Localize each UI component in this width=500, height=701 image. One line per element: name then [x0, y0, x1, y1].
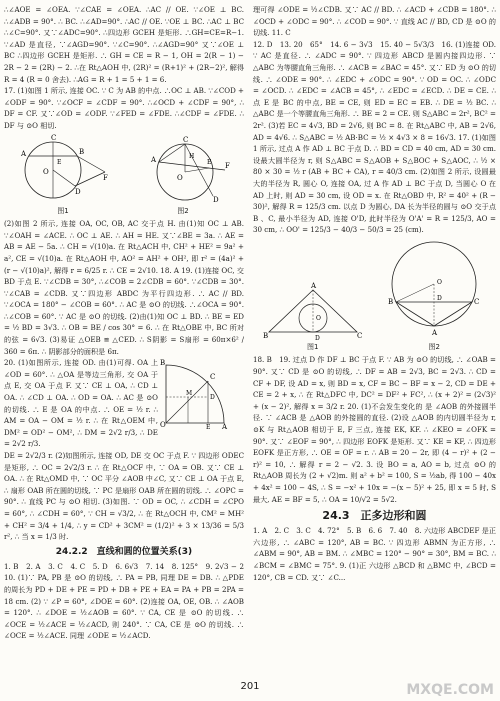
solution-paragraph: (2)如图 2 所示, 连接 OA, OC, OB, AC 交于点 H. 由(1)知 OC ⊥ AB. ∵∠OAH = ∠ACE. ∴ OC ⊥ AE. ∴ AH = HE. 又∵∠BE = 3a. ∴ AE = AB = AE − 5a. ∴ CH = √(10)a. 在 Rt△ACH 中, CH² + HE² = 9a² + a², CE = √(10)a. 在 Rt△AOH 中, AO² = AH² + OH², 即 r² = (4a)² + (r − √(10)a)², 解得 r = 6/25 r. ∴ CE = 2√10. 18. A 19. (1)连接 OC, 交 BD 于点 E. ∵∠CDB = 30°, ∴∠COB = 2∠CDB = 60°. ∵∠CDB = 30°. ∵∠CAB = ∠CDB. 又∵四边形 ABDC 为平行四边形. ∴ AC // BD. ∵∠OCA = 180° − ∠COB = 60°. ∴ AC 是 ⊙O 的切线. ∴∠OCA = 90°. ∴∠COB = 60°. ∵ AC 是 ⊙O 的切线. (2)由(1)知 OC ⊥ BD. ∴ BE = ED = ½ BD = 3√3. ∴ OB = BE / cos 30° = 6. ∴ 在 Rt△OBE 中, BC 所对的弦 = 6√3. (3)易证 △OEB ≌ △CED. ∴ S阴影 = S扇形 = 60π×6² / 360 = 6π. ∴ 阴影部分的面积是 6π.	[4, 219, 244, 356]
svg-text:M: M	[186, 390, 193, 398]
figure-17-2	[133, 134, 233, 217]
figure-caption: 图2	[177, 207, 189, 216]
solution-paragraph: ∴∠AOE = ∠OEA. ∵∠CAE = ∠OEA. ∴AC // OE. ∵∠OE ⊥ BC. ∴∠ADB = 90°. ∴ BC. ∴∠AD=90°. ∴AC // OE. ∵OE ⊥ BC. ∴AC ⊥ BC ∴∠C=90°. 又∵∠ADC=90°. ∴四边形 GCEH 是矩形. ∴GH=CE=R−1. ∵∠AD 是直径, ∵∠AGD=90°. ∵∠C=90°. ∴∠AGD=90° 又∵∠OE ⊥ BC ∴四边形 GCEH 是矩形. ∴ GH = CE = R − 1, OH = 2(R − 1) − 2R − 2 = (2R) − 2. ∴在 Rt△AOH 中, (2R)² = (R+1)² + (2R−2)², 解得 R = 4 (R = 0 舍去). ∴AG = R + 1 = 5 + 1 = 6.	[4, 5, 244, 84]
svg-text:O: O	[43, 167, 49, 176]
solution-paragraph: 17. (1)如图 1 所示, 连接 OC. ∵ C 为 AB 的中点. ∴OC ⊥ AB. ∵∠COD + ∠ODF = 90°. ∵∠OCF = ∠CDF = 90°. ∴∠OCD + ∠CDF = 90°, ∴ DF = CF. 又∵∠OD = ∠ODF. ∵∠FED = ∠FDE. ∴∠CDF = ∠FDE. ∴ DF 与 ⊙O 相切.	[4, 86, 244, 130]
svg-text:O: O	[160, 421, 166, 430]
left-column	[4, 4, 252, 642]
svg-text:A: A	[21, 149, 27, 158]
svg-text:F: F	[103, 173, 108, 182]
svg-text:B: B	[388, 297, 394, 306]
svg-text:D: D	[437, 294, 443, 302]
right-column	[253, 4, 496, 583]
svg-text:A: A	[432, 328, 438, 337]
svg-text:D: D	[213, 195, 219, 204]
svg-text:D: D	[314, 334, 320, 340]
svg-text:O: O	[177, 173, 183, 182]
svg-text:D: D	[210, 394, 215, 402]
figure-row-17b	[253, 238, 496, 353]
watermark-logo	[406, 682, 494, 698]
solution-paragraph: 理可得 ∠ODE = ½∠CDB. 又∵ AC // BD. ∴ ∠ACD + ∠CDB = 180°. ∴ ∠OCD + ∠ODC = 90°. ∴ ∠COD = 90°. ∵ 直线 AC // BD, CD 是 ⊙O 的切线. 11. C	[253, 5, 496, 38]
svg-text:C: C	[474, 297, 480, 306]
solution-paragraph: 18. B 19. 过点 D 作 DF ⊥ BC 于点 F. ∵ AB 为 ⊙O 的切线, ∴ ∠OAB = 90°. 又∵ CD 是 ⊙O 的切线, ∴ DF = AB = 2√3, BC = 2√3. ∴ CD = CF + DF, 设 AD = x, 则 BD = x, CF = BC − BF = x − 2, CD = DE + CE = 2 + x, ∴ 在 Rt△DFC 中, DC² = DF² + FC², ∴ (x + 2)² = (2√3)² + (x − 2)², 解得 x = 3/2 r. 20. (1)不会发生变化的 是 ∠AOB 的外接圆半径. ∵ ∠ACB 是 △AOB 的外接圆的直径. (2)设 △AOB 的内切圆半径为 r, ⊙K 与 Rt△AOB 相切于 E, F 三点, 连接 EK, KF. ∴ ∠KEO = ∠OFK = 90°. 又∵ ∠EOF = 90°, ∴ 四边形 EOFK 是矩形. 又∵ KE = KF, ∴ 四边形 EOFK 是正方形, ∴ OE = OF = r. ∴ AB = 20 − 2r, 即 (4 − r)² + (2 − r)² = 10, ∴ 解得 r = 2 − √2. 3. 设 BO = a, AO = b, 过点 ⊙O 的 Rt△AOB 周长为 (2 + √2)m. 则 a² + b² = 100, S = ½ab, 得 100 − 40x + 4x² = 100 − 4S, ∴ S = −x² + 10x = −(x − 5)² + 25, 即 x = 5 时, S 最大, AE = BF = 5, ∴ OA = 10/√2 = 5√2.	[253, 355, 496, 504]
svg-text:E: E	[206, 424, 211, 430]
page-number: 201	[240, 681, 260, 692]
problem-20-block	[4, 357, 244, 450]
circumcircle-diagram	[382, 238, 486, 340]
svg-text:H: H	[189, 152, 195, 160]
sector-diagram	[158, 357, 244, 429]
svg-text:D: D	[75, 187, 81, 196]
solution-paragraph: 1. B 2. A 3. C 4. C 5. D 6. 6√3 7. 14 8. 125° 9. 2√3 − 2 10. (1)∵ PA, PB 是 ⊙O 的切线, ∴ PA = PB, 同理 DE = DB. ∴ △PDE 的周长为 PD + DE + PE = PD + DB + PE + EA = PA + PB = 2PA = 18 cm. (2) ∵ ∠P = 60°, ∠DOE = 60°. (2)连接 OA, OE, OB. ∴ ∠AOB = 120°. ∴ ∠DOE = ½∠AOB = 60°. ∵ CA, CE 是 ⊙O 的切线. ∴ ∠OCE = ½∠ACE = ½∠ACD, 则 240°. ∵ CA, CE 是 ⊙O 的切线. ∴ ∠OCE = ½∠ACE. 同理 ∠ODE = ½∠ACD.	[4, 561, 252, 641]
figure-caption: 图1	[307, 343, 319, 352]
svg-text:C: C	[210, 373, 216, 382]
svg-text:F: F	[225, 161, 230, 170]
svg-text:B: B	[262, 331, 268, 340]
svg-text:B: B	[160, 359, 166, 368]
solution-paragraph: 20. (1)如图所示, 连接 OD. 由(1)可得. OA 上 ∠OD = 60°. ∴ △OA 是等边三角形, 交 OA 于点 E, 交 OA 于点 F. 又∵ CE ⊥ OA, ∴ CD ⊥ OA. ∴ ∠CD ⊥ OA. ∴ OD = OA. ∴ AC 是 ⊙O 的切线. ∴ E 是 OA 的中点. ∴ OE = ½ r. ∴ AM = OA − OM = ½ r. ∴ 在 Rt△OEM 中, DM² = OD² − OM², ∴ DM = 2√2 r/3, ∴ DE = 2√2 r/3.	[4, 358, 158, 449]
circle-chord-diagram	[133, 134, 233, 204]
figure-17b-1	[263, 282, 363, 353]
figure-17b-2	[382, 238, 486, 353]
figure-row-17	[4, 134, 244, 217]
svg-text:C: C	[183, 135, 189, 144]
svg-text:C: C	[51, 133, 57, 142]
figure-caption: 图2	[428, 343, 440, 352]
svg-text:O: O	[315, 314, 321, 322]
watermark-text: MXQE.COM	[406, 682, 494, 698]
svg-text:E: E	[57, 158, 62, 166]
section-heading: 24.3 正多边形和圆	[322, 509, 427, 523]
svg-text:B: B	[79, 147, 85, 156]
svg-text:C: C	[356, 331, 363, 340]
figure-17-1	[15, 134, 111, 217]
solution-paragraph: 1. A 2. C 3. C 4. 72° 5. B 6. 6 7. 40 8. 六边形 ABCDEF 是正六边形, ∴ ∠ABC = 120°, AB = BC. ∵ 四边形 ABMN 为正方形, ∴ ∠ABM = 90°, AB = BM. ∴ ∠MBC = 120° − 90° = 30°, BM = BC. ∴ ∠BCM = ∠BMC = 75°. 9. (1)正 六边形 △BCD 和 △BMC 中, ∠BCD = 120°, CB = CD. 又∵ ∠C...	[253, 526, 496, 582]
svg-text:O: O	[437, 278, 443, 286]
solution-paragraph: 12. D 13. 20 65° 14. 6 − 3√3 15. 40 − 5√3/3 16. (1)连接 OD. ∵ AC 是直径. ∴ ∠ADC = 90°. ∵ 四边形 ABCD 是圆内接四边形. ∵ △ABC 为等腰直角三角形. ∴ ∠ACB = ∠BAC = 45°. 又∵ ED 为 ⊙O 的切线. ∴ ∠ODE = 90°. ∴ ∠EDC + ∠ODC = 90°. ∵ OD = OC. ∴ ∠ODC = ∠OCD. ∴ ∠EDC = ∠ACB = 45°, ∴ ∠EDC = ∠ECD. ∴ DE = CE. ∴ 点 E 是 BC 的中点, BE = CE, 则 ED = EC = EB. ∴ DE = ½ BC. ∴ △ABC 是一个等腰直角三角形. ∴ BE = 2 = CE. 则 S△ABC = 2r², BC² = 2r². (3)若 EC = 4√3, BD = 2√6, 则 BC = 8. 在 Rt△ABC 中, AB = 2√6, AD = 4√6. ∴ S△ABC = ½ AB·BC = ½ × 4√3 × 8 = 16√3. 17. (1)如图 1 所示, 过点 A 作 AD ⊥ BC 于点 D. ∴ BD = CD = 40 cm, AD = 30 cm. 设最大圆半径为 r, 则 S△ABC = S△AOB + S△BOC + S△AOC, ∴ ½ × 80 × 30 = ½ r (AB + BC + CA), r = 40/3 cm. (2)如图 2 所示, 设圆最大的半径为 R, 圆心 O, 连接 OA, 过 A 作 AD ⊥ BC 于点 D, 当圆心 O 在 AD 上时, 则 AD = 30 cm, 设 OD = x. 在 Rt△OBD 中, R² = 40² + (R − 30)², 解得 R = 125/3 cm. 以点 D 为圆心, DA 长为半径的圆与 ⊙O 交于点 B 、C, 最小半径为 AD, 连接 O'D, 此时半径为 O'A' = R = 125/3, AO = 30 cm, ∴ OO' = 125/3 − 40/3 − 50/3 = 25 (cm).	[253, 39, 496, 235]
circle-tangent-diagram	[15, 134, 111, 204]
figure-caption: 图1	[57, 207, 69, 216]
svg-text:E: E	[207, 158, 212, 166]
solution-paragraph: DE = 2√2/3 r. (2)如图所示, 连接 OD, DE 交 OC 于点 F. ∵ 四边形 ODEC 是矩形, ∴ OC = 2√2/3 r. ∴ 在 Rt△OCF 中, ∵ OA = OB. 又∵ CE ⊥ OA. ∴ 在 Rt△OMD 中, ∵ OC 平分 ∠AOB 中∠C, 又∵ CE ⊥ OA 于点 E, ∴ 扇形 OAB 所在圆的切线, ∵ PC 是扇形 OAB 所在圆的切线. ∴ ∠OPC = 90°. ∴ 直线 PC 与 ⊙O 相切. (3)如图. ∵ OD = OC, ∴ ∠CDH = ∠CPO = 60°, ∴ ∠CDH = 60°, ∵ CH = √3/2, ∴ 在 Rt△OCH 中, CM² = MH² + CH² = 3/4 + 1/4, ∴ y = CD² + 3CM² = (1/2)² + 3 × 13/36 = 5/3 r², ∴ 当 x = 1/3 时.	[4, 451, 244, 542]
svg-text:A: A	[151, 155, 157, 164]
section-heading: 24.2.2 直线和圆的位置关系(3)	[55, 546, 193, 557]
svg-text:A: A	[222, 423, 228, 430]
svg-text:A: A	[310, 281, 316, 290]
incircle-diagram	[263, 282, 363, 340]
